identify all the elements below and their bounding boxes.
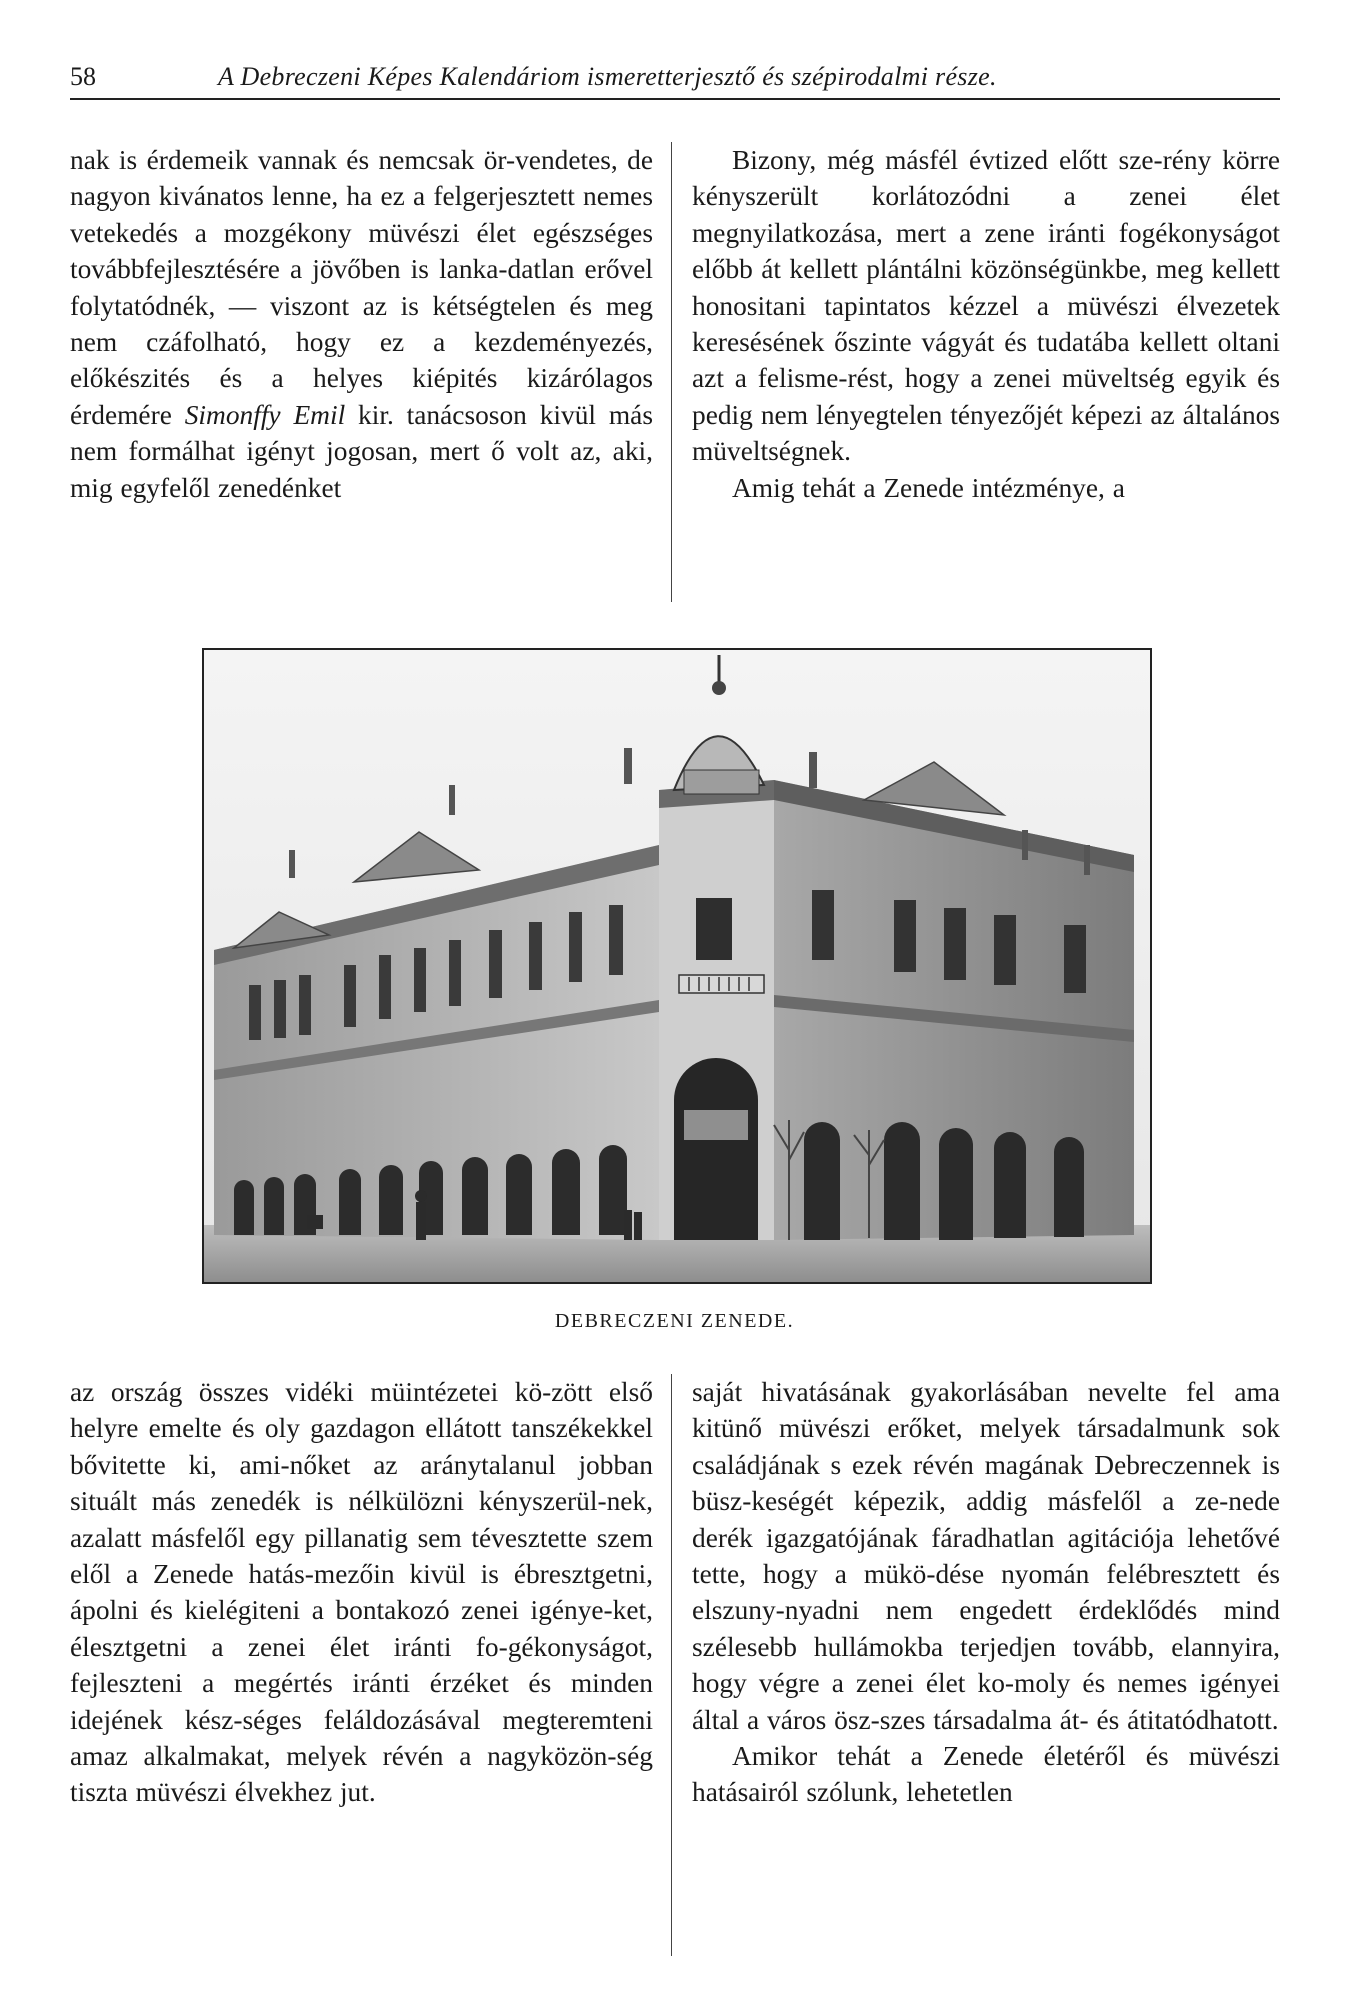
figure-caption: DEBRECZENI ZENEDE. <box>554 1310 795 1332</box>
running-title: A Debreczeni Képes Kalendáriom ismeretterjesztő és szépirodalmi része. <box>218 62 997 91</box>
paragraph: Bizony, még másfél évtized előtt sze-rény körre kényszerült korlátozódni a zenei élet megnyilatkozása, mert a zene iránti fogékonyságot előbb át kellett plántálni közönségünkbe, meg kellett honositani tapintatos kézzel a müvészi élvezetek keresésének őszinte vágyát és tudatába kellett oltani azt a felisme-rést, hogy a zenei müveltség egyik és pedig nem lényegtelen tényezőjét képezi az általános müveltségnek. <box>692 145 1280 467</box>
header-rule <box>70 98 1280 100</box>
zenede-building-illustration <box>204 650 1150 1282</box>
column-divider-top <box>671 142 672 602</box>
page-header <box>70 62 1270 102</box>
text-run: kir. tanácsoson kivül más nem formálhat igényt jogosan, mert ő volt az, aki, mig egyfelől zenedénket <box>70 399 653 503</box>
paragraph: Amig tehát a Zenede intézménye, a <box>732 472 1125 503</box>
column-bottom-left <box>70 1374 653 1811</box>
person-name: Simonffy Emil <box>184 399 346 430</box>
column-divider-bottom <box>671 1374 672 1956</box>
column-bottom-right <box>692 1374 1280 1811</box>
paragraph: az ország összes vidéki müintézetei kö-zött első helyre emelte és oly gazdagon ellátott tanszékekkel bővitette ki, ami-nőket az aránytalanul jobban situált más zenedék is nélkülözni kényszerül-nek, azalatt másfelől egy pillanatig sem tévesztette szem elől a Zenede hatás-mezőin kivül is ébresztgetni, ápolni és kielégiteni a bontakozó zenei igénye-ket, élesztgetni a zenei élet iránti fo-gékonyságot, fejleszteni a megértés iránti érzéket és minden idejének kész-séges feláldozásával megteremteni amaz alkalmakat, melyek révén a nagyközön-ség tiszta müvészi élvekhez jut. <box>70 1377 653 1808</box>
building-photograph <box>202 648 1152 1284</box>
column-top-left <box>70 142 653 506</box>
paragraph: saját hivatásának gyakorlásában nevelte fel ama kitünő müvészi erőket, melyek társadalmunk sok családjának s ezek révén magának Debreczennek is büsz-keségét képezik, addig másfelől a ze-nede derék igazgatójának fáradhatlan agitációja lehetővé tette, hogy a mükö-dése nyomán felébresztett és elszuny-nyadni nem engedett érdeklődés mind szélesebb hullámokba terjedjen tovább, elannyira, hogy végre a zenei élet ko-moly és nemes igényei által a város ösz-szes társadalma át- és átitatódhatott. <box>692 1377 1280 1735</box>
page-number: 58 <box>70 62 96 91</box>
column-top-right <box>692 142 1280 506</box>
text-run: nak is érdemeik vannak és nemcsak ör-vendetes, de nagyon kivánatos lenne, ha ez a felgerjesztett nemes vetekedés a mozgékony müvészi élet egészséges továbbfejlesztésére a jövőben is lanka-datlan erővel folytatódnék, — viszont az is kétségtelen és meg nem czáfolható, hogy ez a kezdeményezés, előkészités és a helyes kiépités kizárólagos érdemére <box>70 145 653 430</box>
paragraph: Amikor tehát a Zenede életéről és müvészi hatásairól szólunk, lehetetlen <box>692 1741 1280 1808</box>
paragraph <box>70 142 653 506</box>
